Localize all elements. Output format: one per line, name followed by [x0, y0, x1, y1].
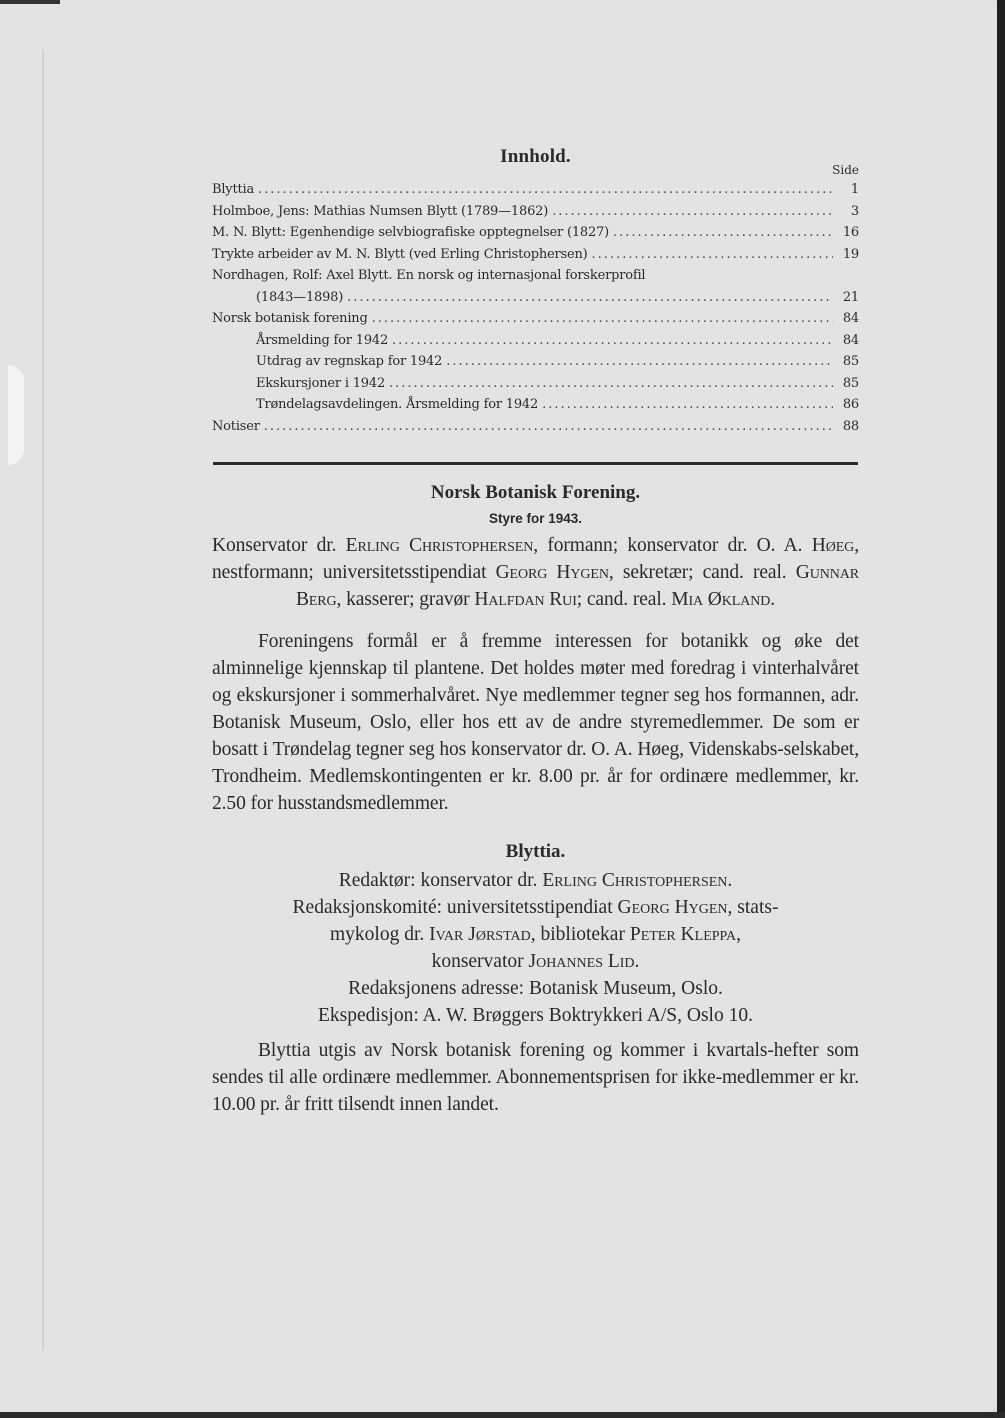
toc-entry [212, 351, 859, 373]
toc-dot-leader [347, 287, 833, 309]
toc-entry-title: Notiser [212, 418, 260, 434]
toc-entry-page: 84 [842, 332, 859, 348]
paper-tear [8, 365, 24, 465]
board-heading: Styre for 1943. [488, 511, 583, 526]
toc-entry-title: Blyttia [212, 182, 255, 197]
committee-text: , [736, 924, 742, 945]
toc-entry-title: M. N. Blytt: Egenhendige selvbiografiske opptegnelser (1827) [212, 225, 610, 240]
toc-list [212, 179, 859, 437]
toc-entry-title: Utdrag av regnskap for 1942 [256, 354, 443, 369]
editor-name: Erling Christophersen [542, 870, 728, 891]
toc-dot-leader [552, 201, 833, 223]
subscription-paragraph: Blyttia utgis av Norsk botanisk forening og kommer i kvartals-hefter som sendes til alle ordinære medlemmer. Abonnementsprisen for ikke-medlemmer er kr. 10.00 pr. år fritt tilsendt innen landet. [212, 1040, 859, 1115]
committee-text: . [634, 951, 640, 972]
toc-entry-title: Trøndelagsavdelingen. Årsmelding for 1942 [256, 397, 539, 412]
toc-entry-page: 16 [842, 225, 859, 240]
committee-text: , bibliotekar [530, 924, 630, 945]
toc-entry [212, 373, 859, 395]
toc-entry-title: (1843—1898) [256, 289, 344, 305]
scan-edge-right [997, 0, 1005, 1418]
board-text: ; cand. real. [576, 589, 672, 610]
board-text: , nestformann; universitetsstipendiat [212, 535, 859, 583]
toc-title: Innhold. [500, 146, 571, 167]
toc-entry-title: Nordhagen, Rolf: Axel Blytt. En norsk og internasjonal forskerprofil [212, 268, 646, 283]
punctuation: . [727, 870, 733, 891]
board-member-name: Erling Christophersen [345, 535, 534, 556]
toc-dot-leader [613, 222, 833, 244]
table-of-contents [212, 145, 859, 437]
board-text: Konservator dr. [212, 535, 346, 556]
board-text: , kasserer; gravør [336, 589, 475, 610]
committee-text: konservator [431, 951, 529, 972]
committee-line-3 [212, 948, 859, 975]
toc-dot-leader [542, 394, 833, 416]
toc-dot-leader [392, 330, 833, 352]
committee-member-name: Peter Kleppa [629, 924, 737, 945]
toc-entry-page: 85 [842, 354, 859, 369]
board-member-name: Mia Økland [671, 589, 771, 610]
toc-entry [212, 201, 859, 223]
toc-entry-page: 88 [842, 418, 859, 434]
toc-entry-page: 3 [850, 203, 859, 219]
board-member-name: Gunnar Berg [295, 562, 859, 610]
toc-entry [212, 244, 859, 266]
committee-line-1 [212, 894, 859, 921]
committee-text: , stats- [727, 897, 779, 918]
editor-label: Redaktør: konservator dr. [338, 870, 543, 891]
committee-line-2 [212, 921, 859, 948]
board-member-name: Halfdan Rui [474, 589, 577, 610]
society-title: Norsk Botanisk Forening. [430, 482, 641, 503]
toc-entry [212, 222, 859, 244]
board-member-name: Georg Hygen [495, 562, 609, 583]
section-divider [213, 462, 858, 465]
journal-title: Blyttia. [505, 841, 566, 862]
toc-entry-title: Trykte arbeider av M. N. Blytt (ved Erling Christophersen) [212, 246, 588, 262]
toc-dot-leader [389, 373, 833, 395]
toc-entry-title: Årsmelding for 1942 [256, 332, 389, 348]
toc-entry [212, 416, 859, 438]
journal-masthead [212, 867, 859, 1029]
board-members [212, 532, 859, 613]
committee-member-name: Georg Hygen [617, 897, 728, 918]
toc-dot-leader [372, 308, 833, 330]
toc-page-column-label: Side [832, 163, 859, 177]
editor-line [212, 867, 859, 894]
toc-entry-page: 1 [850, 182, 859, 197]
toc-entry-page: 21 [842, 289, 859, 305]
society-purpose-paragraph: Foreningens formål er å fremme interessen for botanikk og øke det alminnelige kjennskap til plantene. Det holdes møter med foredrag i vinterhalvåret og ekskursjoner i sommerhalvåret. Nye medlemmer tegner seg hos formannen, adr. Botanisk Museum, Oslo, eller hos ett av de andre styremedlemmer. De som er bosatt i Trøndelag tegner seg hos konservator dr. O. A. Høeg, Videnskabs-selskabet, Trondheim. Medlemskontingenten er kr. 8.00 pr. år for ordinære medlemmer, kr. 2.50 for husstandsmedlemmer. [212, 631, 859, 814]
board-text: , formann; konservator dr. O. A. [533, 535, 812, 556]
toc-entry-page: 19 [842, 246, 859, 262]
toc-entry-page: 84 [842, 311, 859, 326]
toc-dot-leader [592, 244, 833, 266]
toc-dot-leader [264, 416, 833, 438]
committee-text: mykolog dr. [329, 924, 430, 945]
society-section [212, 478, 859, 1118]
toc-entry-page: 86 [842, 397, 859, 412]
scan-edge-bottom [0, 1412, 1005, 1418]
toc-entry-page: 85 [842, 375, 859, 391]
board-text: , sekretær; cand. real. [608, 562, 796, 583]
board-text: . [770, 589, 776, 610]
committee-member-name: Johannes Lid [528, 951, 635, 972]
toc-entry [212, 287, 859, 309]
toc-dot-leader [258, 179, 833, 201]
committee-label: Redaksjonskomité: universitetsstipendiat [292, 897, 618, 918]
toc-entry-title: Ekskursjoner i 1942 [256, 375, 386, 391]
toc-entry [212, 394, 859, 416]
toc-entry [212, 330, 859, 352]
editorial-address: Redaksjonens adresse: Botanisk Museum, Oslo. [348, 978, 723, 999]
toc-entry-title: Norsk botanisk forening [212, 311, 368, 326]
toc-entry [212, 308, 859, 330]
toc-entry [212, 179, 859, 201]
scan-edge-top [0, 0, 60, 4]
board-member-name: Høeg [811, 535, 855, 556]
committee-member-name: Ivar Jørstad [429, 924, 531, 945]
toc-entry [212, 265, 859, 287]
toc-entry-title: Holmboe, Jens: Mathias Numsen Blytt (1789—1862) [212, 203, 549, 219]
page-fold-line [42, 50, 44, 1350]
expedition-line: Ekspedisjon: A. W. Brøggers Boktrykkeri A/S, Oslo 10. [318, 1005, 753, 1026]
toc-dot-leader [446, 351, 833, 373]
